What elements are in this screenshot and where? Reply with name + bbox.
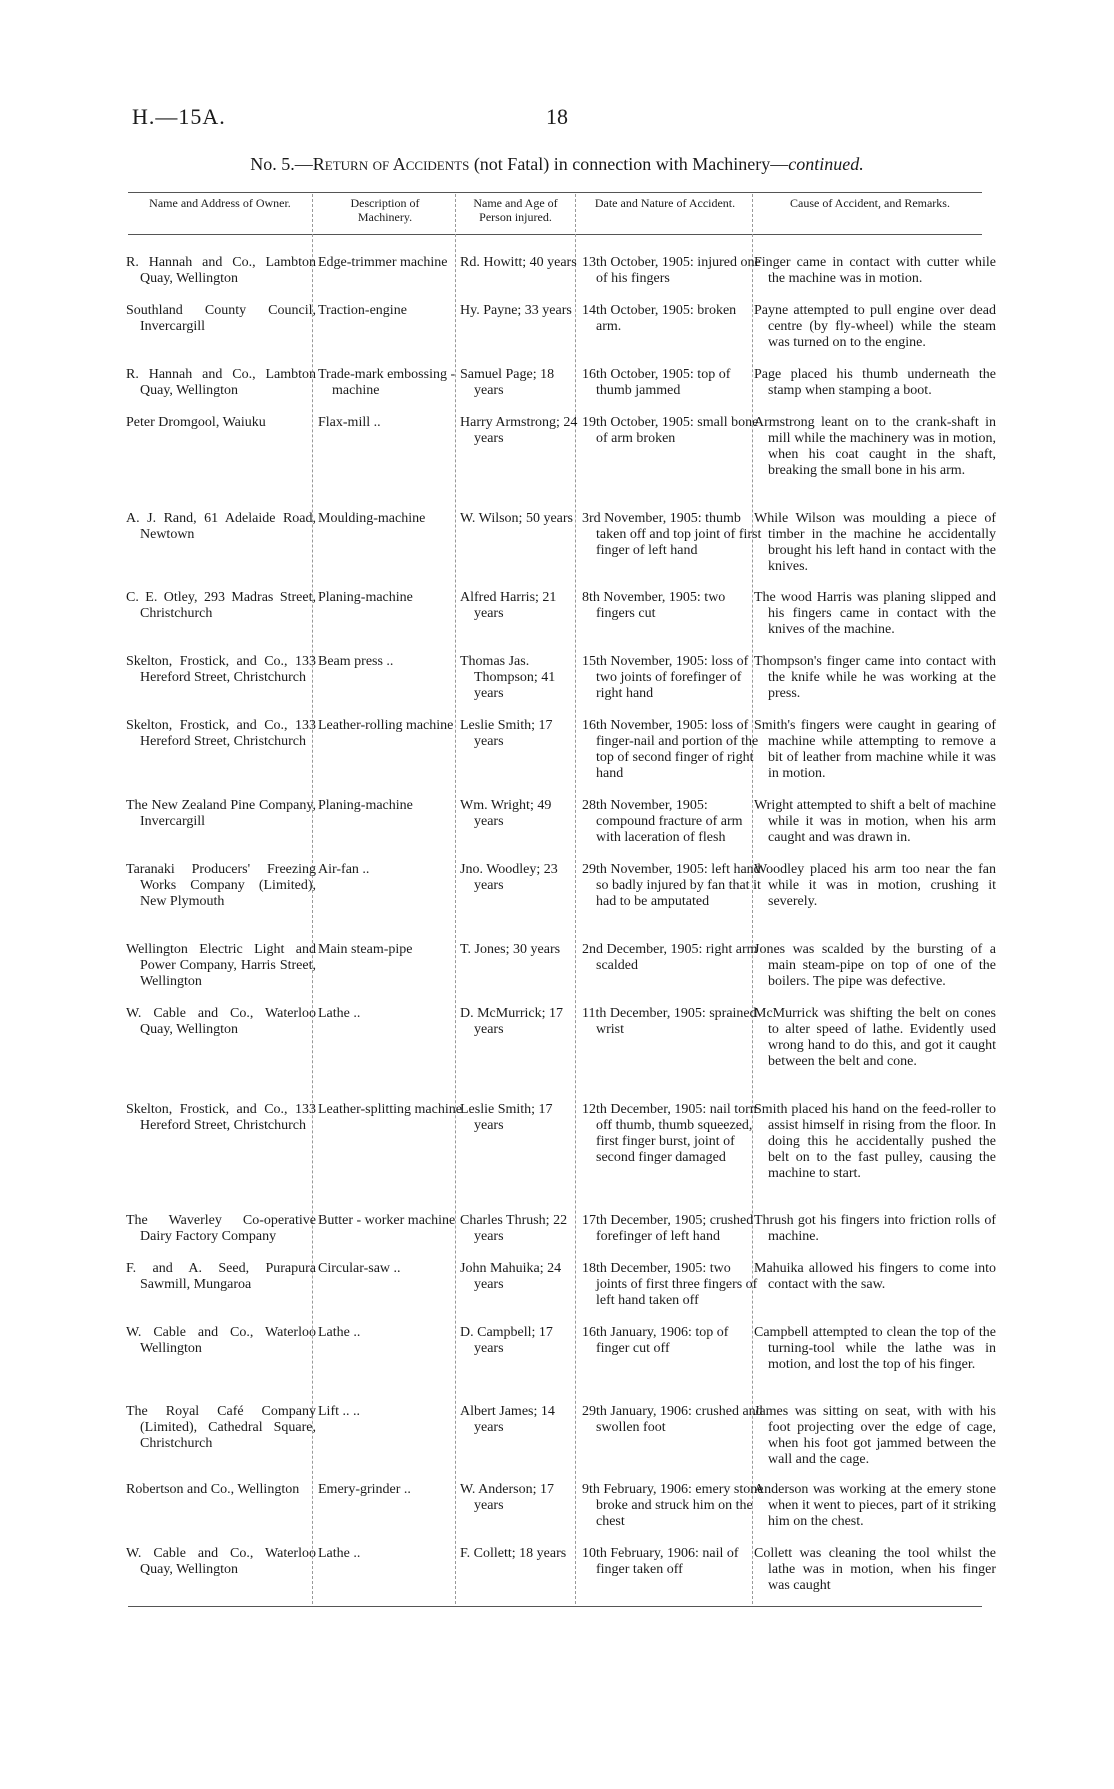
date-cell: 16th October, 1905: top of thumb jammed — [582, 367, 731, 398]
cause-cell: Smith placed his hand on the feed-roller to assist himself in rising from the floor. In doing this he accidentally pushed the belt on to the fast pulley, causing the machine to start. — [754, 1102, 996, 1181]
machinery-cell: Circular-saw .. — [318, 1261, 401, 1276]
person-cell: Alfred Harris; 21 years — [460, 590, 557, 621]
page-number: 18 — [546, 104, 568, 129]
person-cell: W. Wilson; 50 years — [460, 511, 573, 526]
person-cell: Jno. Woodley; 23 years — [460, 862, 558, 893]
column-header-cause: Cause of Accident, and Remarks. — [790, 196, 950, 210]
date-cell: 3rd November, 1905: thumb taken off and top joint of first finger of left hand — [582, 511, 762, 558]
person-cell: Leslie Smith; 17 years — [460, 1102, 553, 1133]
date-cell: 18th December, 1905: two joints of first three fingers of left hand taken off — [582, 1261, 758, 1308]
machinery-cell: Planing-machine — [318, 590, 413, 605]
date-cell: 10th February, 1906: nail of finger taken off — [582, 1546, 739, 1577]
owner-cell: Skelton, Frostick, and Co., 133 Hereford Street, Christchurch — [126, 718, 316, 749]
cause-cell: Finger came in contact with cutter while the machine was in motion. — [754, 255, 996, 286]
cause-cell: Smith's fingers were caught in gearing of machine while attempting to remove a bit of leather from machine while it was in motion. — [754, 718, 996, 781]
machinery-cell: Trade-mark embossing - machine — [318, 367, 456, 398]
date-cell: 28th November, 1905: compound fracture of arm with laceration of flesh — [582, 798, 743, 845]
column-divider — [455, 194, 456, 1604]
machinery-cell: Main steam-pipe — [318, 942, 413, 957]
column-header-person: Name and Age of Person injured. — [473, 196, 558, 224]
person-cell: Albert James; 14 years — [460, 1404, 555, 1435]
table-title — [0, 154, 1114, 175]
machinery-cell: Leather-rolling machine — [318, 718, 454, 733]
owner-cell: W. Cable and Co., Waterloo Quay, Wellington — [126, 1546, 316, 1577]
date-cell: 2nd December, 1905: right arm scalded — [582, 942, 758, 973]
cause-cell: Collett was cleaning the tool whilst the lathe was in motion, when his finger was caught — [754, 1546, 996, 1593]
date-cell: 14th October, 1905: broken arm. — [582, 303, 737, 334]
owner-cell: The New Zealand Pine Company, Invercargill — [126, 798, 316, 829]
cause-cell: The wood Harris was planing slipped and his fingers came in contact with the knives of the machine. — [754, 590, 996, 637]
person-cell: D. Campbell; 17 years — [460, 1325, 553, 1356]
column-header-date: Date and Nature of Accident. — [594, 196, 736, 210]
date-cell: 9th February, 1906: emery stone broke and struck him on the chest — [582, 1482, 764, 1529]
cause-cell: Page placed his thumb underneath the stamp when stamping a boot. — [754, 367, 996, 398]
person-cell: Samuel Page; 18 years — [460, 367, 555, 398]
header-top-rule — [128, 192, 982, 193]
owner-cell: Robertson and Co., Wellington — [126, 1482, 300, 1497]
owner-cell: The Waverley Co-operative Dairy Factory Company — [126, 1213, 316, 1244]
cause-cell: McMurrick was shifting the belt on cones to alter speed of lathe. Evidently used wrong hand to do this, and got it caught between the belt and cone. — [754, 1006, 996, 1069]
owner-cell: Skelton, Frostick, and Co., 133 Hereford Street, Christchurch — [126, 1102, 316, 1133]
cause-cell: James was sitting on seat, with with his foot projecting over the edge of cage, when his foot got jammed between the wall and the cage. — [754, 1404, 996, 1467]
owner-cell: R. Hannah and Co., Lambton Quay, Wellington — [126, 367, 316, 398]
machinery-cell: Traction-engine — [318, 303, 407, 318]
owner-cell: The Royal Café Company (Limited), Cathedral Square, Christchurch — [126, 1404, 316, 1451]
person-cell: Hy. Payne; 33 years — [460, 303, 572, 318]
machinery-cell: Edge-trimmer machine — [318, 255, 448, 270]
owner-cell: W. Cable and Co., Waterloo Wellington — [126, 1325, 316, 1356]
column-header-owner: Name and Address of Owner. — [149, 196, 291, 210]
cause-cell: Anderson was working at the emery stone when it went to pieces, part of it striking him on the chest. — [754, 1482, 996, 1529]
person-cell: Rd. Howitt; 40 years — [460, 255, 577, 270]
title-smallcaps: Return of Accidents — [312, 154, 470, 174]
person-cell: Charles Thrush; 22 years — [460, 1213, 568, 1244]
machinery-cell: Lift .. .. — [318, 1404, 360, 1419]
column-header-machinery: Description of Machinery. — [350, 196, 420, 224]
person-cell: T. Jones; 30 years — [460, 942, 561, 957]
date-cell: 16th November, 1905: loss of finger-nail and portion of the top of second finger of right hand — [582, 718, 759, 781]
cause-cell: Jones was scalded by the bursting of a main steam-pipe on top of one of the boilers. The pipe was defective. — [754, 942, 996, 989]
date-cell: 29th November, 1905: left hand so badly injured by fan that it had to be amputated — [582, 862, 761, 909]
column-divider — [575, 194, 576, 1604]
cause-cell: While Wilson was moulding a piece of timber in the machine he accidentally brought his left hand in contact with the knives. — [754, 511, 996, 574]
owner-cell: Southland County Council, Invercargill — [126, 303, 316, 334]
date-cell: 15th November, 1905: loss of two joints of forefinger of right hand — [582, 654, 749, 701]
title-mid: (not Fatal) in connection with Machinery— — [469, 154, 789, 174]
date-cell: 13th October, 1905: injured one of his fingers — [582, 255, 761, 286]
person-cell: W. Anderson; 17 years — [460, 1482, 554, 1513]
owner-cell: C. E. Otley, 293 Madras Street, Christchurch — [126, 590, 316, 621]
machinery-cell: Lathe .. — [318, 1325, 361, 1340]
owner-cell: F. and A. Seed, Purapura Sawmill, Mungaroa — [126, 1261, 316, 1292]
owner-cell: W. Cable and Co., Waterloo Quay, Wellington — [126, 1006, 316, 1037]
cause-cell: Armstrong leant on to the crank-shaft in mill while the machinery was in motion, when his coat caught in the shaft, breaking the small bone in his arm. — [754, 415, 996, 478]
person-cell: Leslie Smith; 17 years — [460, 718, 553, 749]
machinery-cell: Emery-grinder .. — [318, 1482, 411, 1497]
machinery-cell: Lathe .. — [318, 1006, 361, 1021]
cause-cell: Mahuika allowed his fingers to come into contact with the saw. — [754, 1261, 996, 1292]
page-reference: H.—15A. — [132, 104, 226, 129]
person-cell: Harry Armstrong; 24 years — [460, 415, 578, 446]
title-prefix: No. 5.— — [250, 154, 313, 174]
date-cell: 29th January, 1906: crushed and swollen foot — [582, 1404, 763, 1435]
cause-cell: Thrush got his fingers into friction rolls of machine. — [754, 1213, 996, 1244]
person-cell: D. McMurrick; 17 years — [460, 1006, 564, 1037]
date-cell: 8th November, 1905: two fingers cut — [582, 590, 726, 621]
machinery-cell: Moulding-machine — [318, 511, 426, 526]
person-cell: Wm. Wright; 49 years — [460, 798, 552, 829]
date-cell: 19th October, 1905: small bone of arm broken — [582, 415, 759, 446]
owner-cell: A. J. Rand, 61 Adelaide Road, Newtown — [126, 511, 316, 542]
owner-cell: Wellington Electric Light and Power Company, Harris Street, Wellington — [126, 942, 316, 989]
machinery-cell: Planing-machine — [318, 798, 413, 813]
title-italic: continued. — [788, 154, 864, 174]
person-cell: John Mahuika; 24 years — [460, 1261, 562, 1292]
cause-cell: Payne attempted to pull engine over dead centre (by fly-wheel) while the steam was turned on to the engine. — [754, 303, 996, 350]
cause-cell: Campbell attempted to clean the top of the turning-tool while the lathe was in motion, and lost the top of his finger. — [754, 1325, 996, 1372]
owner-cell: R. Hannah and Co., Lambton Quay, Wellington — [126, 255, 316, 286]
machinery-cell: Leather-splitting machine — [318, 1102, 462, 1117]
owner-cell: Taranaki Producers' Freezing Works Company (Limited), New Plymouth — [126, 862, 316, 909]
machinery-cell: Flax-mill .. — [318, 415, 381, 430]
table-bottom-rule — [128, 1606, 982, 1607]
owner-cell: Skelton, Frostick, and Co., 133 Hereford Street, Christchurch — [126, 654, 316, 685]
owner-cell: Peter Dromgool, Waiuku — [126, 415, 266, 430]
person-cell: F. Collett; 18 years — [460, 1546, 567, 1561]
person-cell: Thomas Jas. Thompson; 41 years — [460, 654, 556, 701]
date-cell: 17th December, 1905; crushed forefinger of left hand — [582, 1213, 754, 1244]
date-cell: 12th December, 1905: nail torn off thumb, thumb squeezed, first finger burst, joint of second finger damaged — [582, 1102, 757, 1165]
machinery-cell: Beam press .. — [318, 654, 394, 669]
cause-cell: Woodley placed his arm too near the fan while it was in motion, crushing it severely. — [754, 862, 996, 909]
machinery-cell: Air-fan .. — [318, 862, 370, 877]
machinery-cell: Butter - worker machine — [318, 1213, 456, 1228]
machinery-cell: Lathe .. — [318, 1546, 361, 1561]
date-cell: 11th December, 1905: sprained wrist — [582, 1006, 757, 1037]
header-bottom-rule — [128, 234, 982, 235]
cause-cell: Wright attempted to shift a belt of machine while it was in motion, when his arm caught and was drawn in. — [754, 798, 996, 845]
date-cell: 16th January, 1906: top of finger cut off — [582, 1325, 729, 1356]
cause-cell: Thompson's finger came into contact with the knife while he was working at the press. — [754, 654, 996, 701]
